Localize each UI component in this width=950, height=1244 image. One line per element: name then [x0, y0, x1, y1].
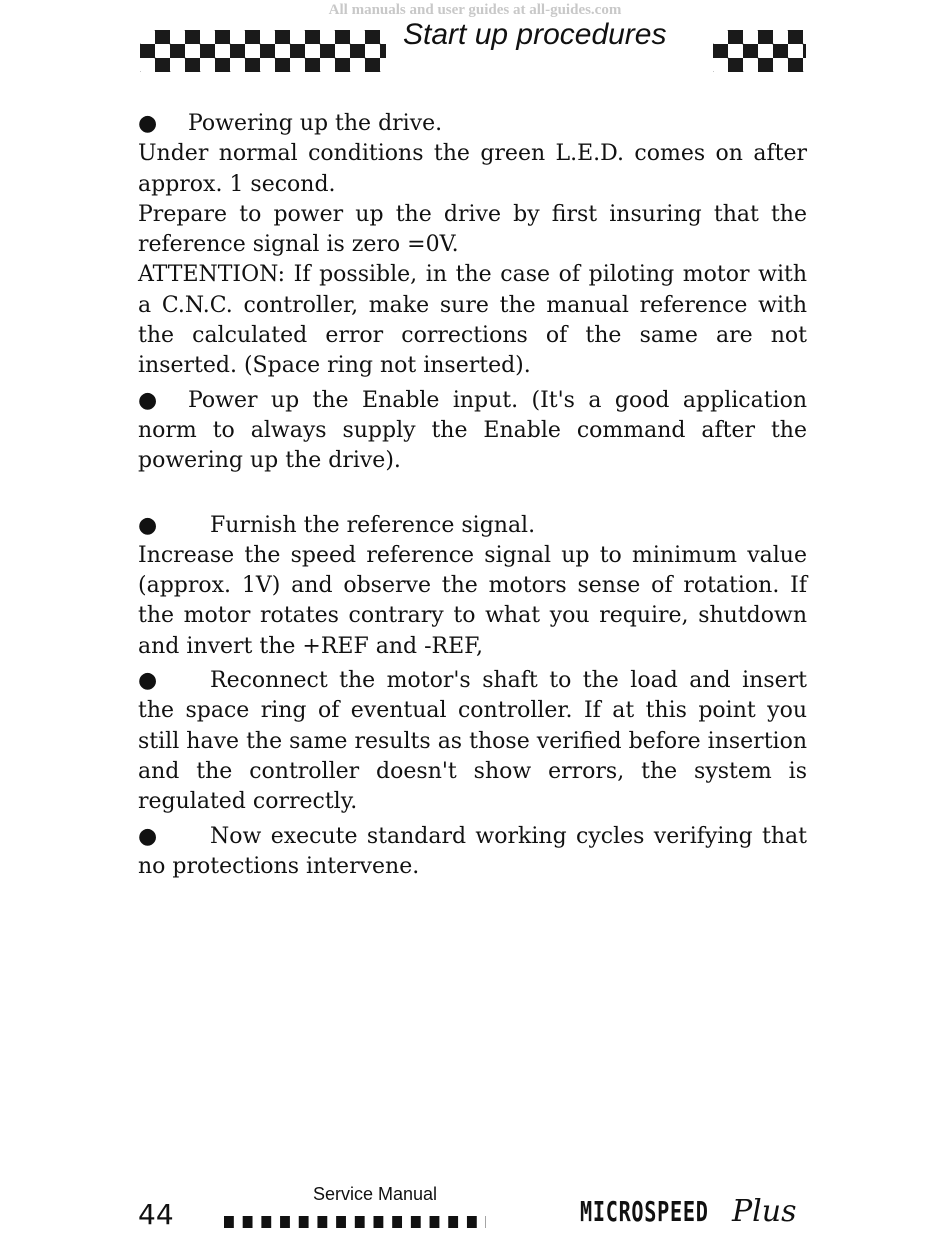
bullet-item: ● Reconnect the motor's shaft to the load and insert the space ring of eventual controller. If at this point you still have the same results as those verified before insertion and the controller doesn't show errors, the system is regulated correctly. — [138, 666, 807, 817]
spacer — [138, 477, 807, 507]
paragraph: Under normal conditions the green L.E.D. comes on after approx. 1 second. — [138, 141, 807, 197]
bullet-text: Reconnect the motor's shaft to the load and insert the space ring of eventual controller. If at this point you still have the same results as those verified before insertion and the controller doesn't show errors, the system is regulated correctly. — [138, 668, 807, 815]
bullet-text: Now execute standard working cycles verifying that no protections intervene. — [138, 823, 807, 879]
page-content — [138, 105, 807, 882]
footer-label: Service Manual — [313, 1184, 438, 1204]
brand-logo — [580, 1194, 797, 1229]
footer-squares-decoration — [224, 1216, 486, 1228]
brand-suffix: Plus — [732, 1194, 797, 1229]
checker-pattern-right — [713, 30, 806, 72]
bullet-item: ● Now execute standard working cycles verifying that no protections intervene. — [138, 822, 807, 883]
bullet-text: Furnish the reference signal. — [210, 512, 536, 538]
section-title: Start up procedures — [403, 18, 667, 51]
bullet-item: ● Furnish the reference signal. — [138, 511, 807, 541]
bullet-text: Power up the Enable input. (It's a good application norm to always supply the Enable command after the powering up the drive). — [138, 387, 807, 474]
watermark: All manuals and user guides at all-guides.com — [328, 2, 622, 18]
page-number: 44 — [138, 1198, 174, 1231]
bullet-item: ● Power up the Enable input. (It's a good application norm to always supply the Enable command after the powering up the drive). — [138, 386, 807, 477]
checker-pattern-left — [140, 30, 386, 72]
paragraph: Prepare to power up the drive by first insuring that the reference signal is zero =0V. — [138, 201, 807, 258]
paragraph: Increase the speed reference signal up to minimum value (approx. 1V) and observe the motors sense of rotation. If the motor rotates contrary to what you require, shutdown and invert the +REF and -REF, — [138, 542, 807, 659]
bullet-text: Powering up the drive. — [188, 111, 443, 136]
paragraph: ATTENTION: If possible, in the case of piloting motor with a C.N.C. controller, make sure the manual reference with the calculated error corrections of the same are not inserted. (Space ring not inserted). — [138, 262, 807, 379]
brand-name: MICROSPEED — [580, 1195, 709, 1228]
bullet-item: ● Powering up the drive. — [138, 109, 807, 139]
